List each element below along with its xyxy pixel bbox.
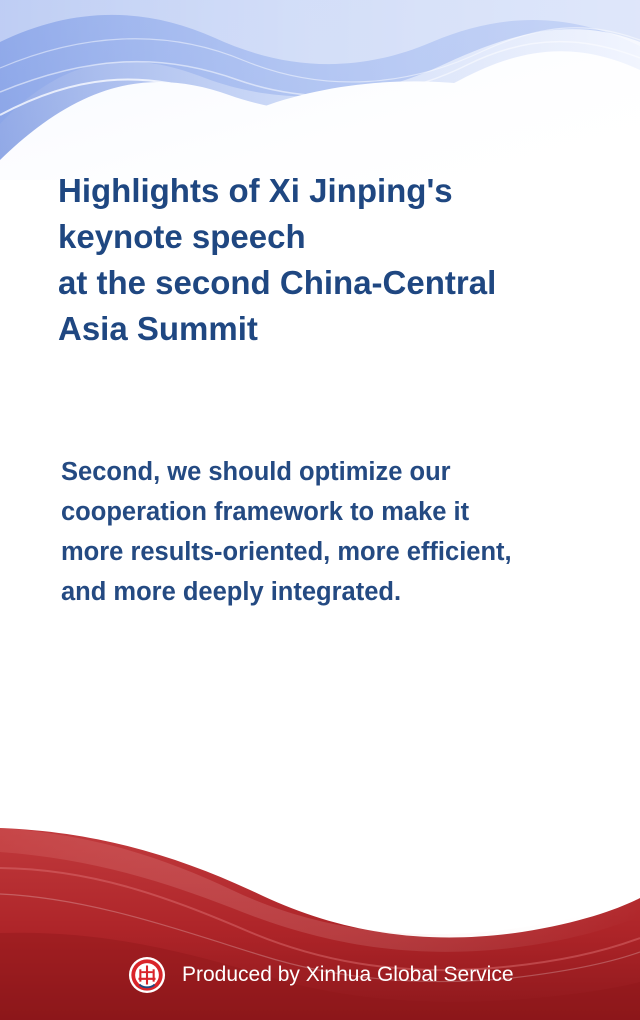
quote-text: [61, 452, 591, 612]
headline-line-2: keynote speech: [58, 218, 306, 255]
headline-line-3: at the second China-Central: [58, 264, 497, 301]
top-blue-wave: [0, 0, 640, 180]
headline-line-4: Asia Summit: [58, 310, 258, 347]
footer-credit: Produced by Xinhua Global Service: [182, 963, 514, 986]
headline-line-1: Highlights of Xi Jinping's: [58, 172, 453, 209]
quote-line-1: Second, we should optimize our: [61, 458, 451, 486]
quote-line-3: more results-oriented, more efficient,: [61, 538, 512, 566]
xinhua-logo-icon: [128, 956, 166, 994]
quote-line-4: and more deeply integrated.: [61, 578, 402, 606]
footer: [128, 955, 514, 995]
quote-line-2: cooperation framework to make it: [61, 498, 470, 526]
headline: [58, 168, 598, 352]
